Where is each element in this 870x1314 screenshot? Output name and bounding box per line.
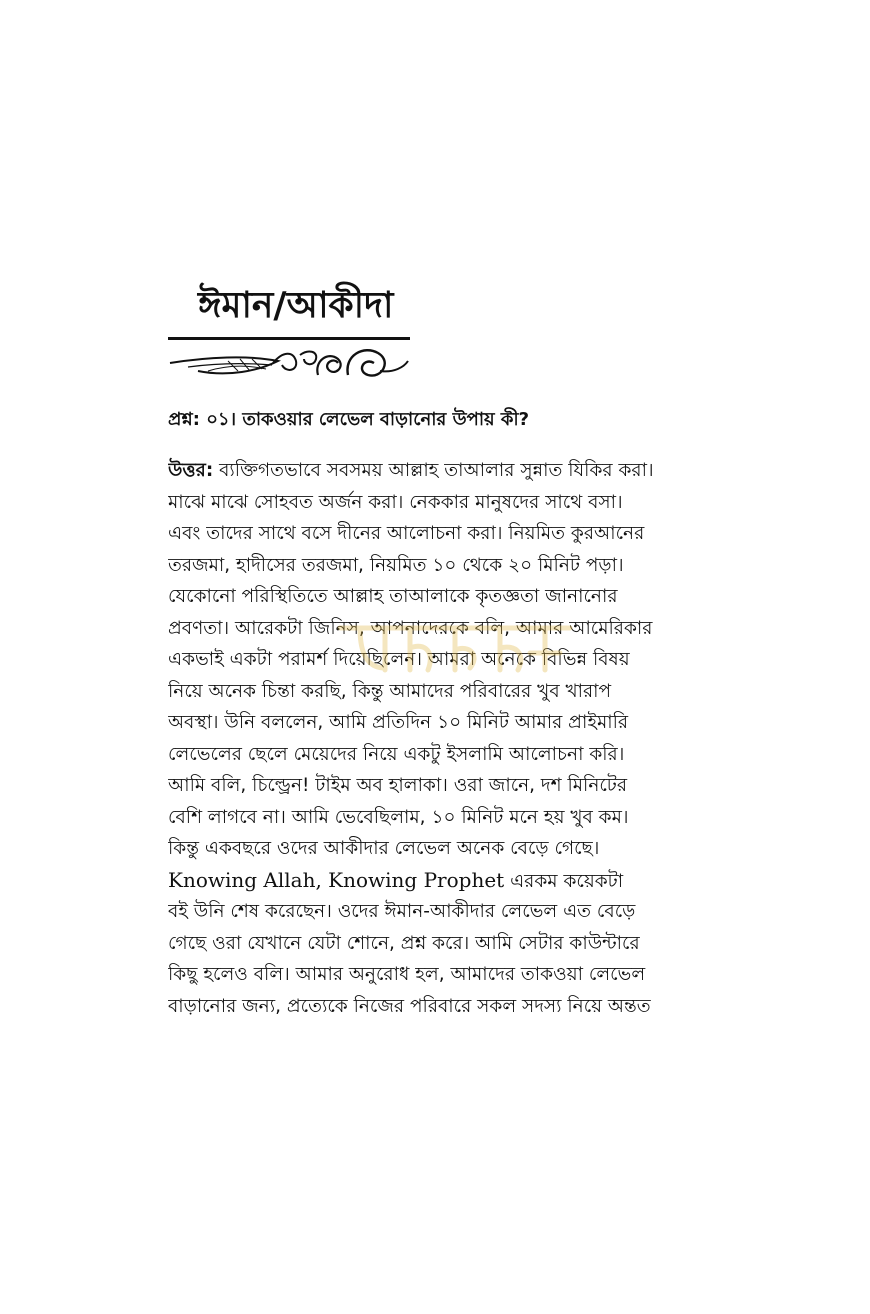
answer-line: বাড়ানোর জন্য, প্রত্যেকে নিজের পরিবারে সকল সদস্য নিয়ে অন্তত <box>168 995 651 1017</box>
answer-line: অবস্থা। উনি বললেন, আমি প্রতিদিন ১০ মিনিট আমার প্রাইমারি <box>168 712 629 733</box>
answer-line: Knowing Allah, Knowing Prophet এরকম কয়েকটা <box>168 867 624 892</box>
answer-line: মাঝে মাঝে সোহবত অর্জন করা। নেককার মানুষদের সাথে বসা। <box>168 491 623 513</box>
answer-line: প্রবণতা। আরেকটা জিনিস, আপনাদেরকে বলি, আমার আমেরিকার <box>168 617 653 639</box>
ornament-flourish-icon <box>168 341 412 383</box>
answer-line: উত্তর: ব্যক্তিগতভাবে সবসময় আল্লাহ তাআলার সুন্নাত যিকির করা। <box>168 460 654 481</box>
chapter-title: ঈমান/আকীদা <box>198 285 394 326</box>
answer-line: যেকোনো পরিস্থিতিতে আল্লাহ তাআলাকে কৃতজ্ঞতা জানানোর <box>168 586 618 607</box>
answer-line: আমি বলি, চিল্ড্রেন! টাইম অব হালাকা। ওরা জানে, দশ মিনিটের <box>168 775 628 796</box>
answer-line: কিছু হলেও বলি। আমার অনুরোধ হল, আমাদের তাকওয়া লেভেল <box>168 964 646 985</box>
answer-line: একভাই একটা পরামর্শ দিয়েছিলেন। আমরা অনেকে বিভিন্ন বিষয় <box>168 649 630 670</box>
question-heading: প্রশ্ন: ০১। তাকওয়ার লেভেল বাড়ানোর উপায় কী? <box>168 409 530 430</box>
answer-line: নিয়ে অনেক চিন্তা করছি, কিন্তু আমাদের পরিবারের খুব খারাপ <box>168 680 612 702</box>
answer-line: তরজমা, হাদীসের তরজমা, নিয়মিত ১০ থেকে ২০ মিনিট পড়া। <box>168 554 624 576</box>
answer-line: এবং তাদের সাথে বসে দীনের আলোচনা করা। নিয়মিত কুরআনের <box>168 523 645 544</box>
watermark-logo-icon <box>330 608 580 688</box>
answer-line: গেছে ওরা যেখানে যেটা শোনে, প্রশ্ন করে। আমি সেটার কাউন্টারে <box>168 932 640 954</box>
answer-line: লেভেলের ছেলে মেয়েদের নিয়ে একটু ইসলামি আলোচনা করি। <box>168 743 625 765</box>
answer-line: কিন্তু একবছরে ওদের আকীদার লেভেল অনেক বেড়ে গেছে। <box>168 838 600 859</box>
answer-body <box>168 455 700 1022</box>
book-title-latin: Knowing Allah, Knowing Prophet <box>168 867 505 892</box>
answer-line: বেশি লাগবে না। আমি ভেবেছিলাম, ১০ মিনিট মনে হয় খুব কম। <box>168 806 629 828</box>
answer-lead: উত্তর: <box>168 460 214 481</box>
answer-line: বই উনি শেষ করেছেন। ওদের ঈমান-আকীদার লেভেল এত বেড়ে <box>168 901 636 922</box>
title-underline <box>168 337 410 340</box>
